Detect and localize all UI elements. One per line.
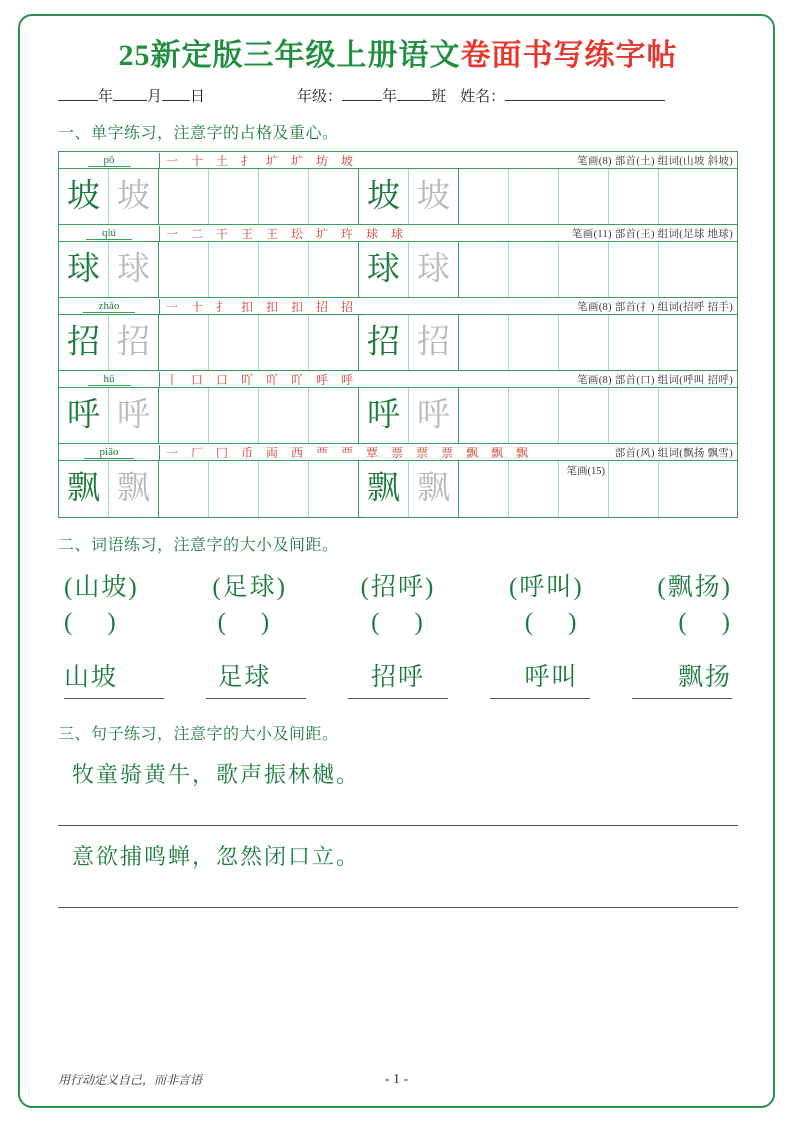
model-char: 飘 bbox=[367, 470, 400, 507]
day-label: 日 bbox=[190, 89, 206, 105]
trace-char: 坡 bbox=[117, 178, 150, 214]
grid-cell[interactable] bbox=[309, 388, 359, 443]
grid-cell[interactable] bbox=[409, 461, 459, 517]
stroke-order: 一 十 扌 扣 扣 扣 招 招 bbox=[166, 299, 359, 314]
name-field[interactable] bbox=[460, 85, 665, 106]
char-meta: 笔画(8) 部首(口) 组词(呼叫 招呼) bbox=[577, 374, 733, 386]
trace-char: 招 bbox=[417, 324, 450, 360]
grid-cell[interactable] bbox=[559, 315, 609, 370]
word-item bbox=[361, 567, 436, 603]
paren-close: ) bbox=[568, 609, 579, 636]
page-footer bbox=[58, 1071, 735, 1088]
word-text: 招呼 bbox=[370, 574, 425, 601]
grid-cell[interactable] bbox=[109, 242, 159, 297]
write-line[interactable] bbox=[632, 697, 732, 699]
grid-cell[interactable] bbox=[609, 388, 659, 443]
write-line[interactable] bbox=[64, 697, 164, 699]
year-label: 年 bbox=[98, 89, 114, 105]
pinyin-text: pō bbox=[88, 154, 131, 167]
year-blank[interactable] bbox=[58, 100, 98, 101]
trace-char: 球 bbox=[117, 251, 150, 287]
grid-cell[interactable] bbox=[59, 388, 109, 443]
section-two-heading: 二、词语练习，注意字的大小及间距。 bbox=[58, 537, 339, 554]
grid-cell[interactable] bbox=[159, 242, 209, 297]
grid-cell[interactable] bbox=[59, 461, 109, 517]
trace-char: 呼 bbox=[117, 397, 150, 433]
paren-close: ) bbox=[128, 574, 139, 601]
stroke-order: 一 二 干 王 王 玜 圹 玝 球 球 bbox=[166, 226, 409, 241]
grid-cell[interactable] bbox=[409, 315, 459, 370]
char-write-row bbox=[59, 169, 737, 225]
grid-cell[interactable] bbox=[109, 169, 159, 224]
word-repeat-row bbox=[58, 657, 738, 693]
char-meta: 笔画(8) 部首(扌) 组词(招呼 招手) bbox=[577, 301, 733, 313]
stroke-order: 一 厂 冂 币 両 西 覀 覀 覃 票 票 票 飘 飘 飘 bbox=[166, 445, 534, 460]
grid-cell[interactable] bbox=[409, 388, 459, 443]
paren-open: ( bbox=[217, 609, 228, 636]
grid-cell[interactable] bbox=[609, 242, 659, 297]
paren-close: ) bbox=[721, 574, 732, 601]
grid-cell[interactable] bbox=[209, 388, 259, 443]
word-blank-row[interactable] bbox=[58, 609, 738, 637]
class-blank[interactable] bbox=[397, 100, 431, 101]
grid-cell[interactable] bbox=[659, 242, 709, 297]
word-blank-item[interactable] bbox=[371, 609, 425, 637]
grade-label: 年级： bbox=[297, 89, 343, 105]
model-char: 招 bbox=[367, 324, 400, 360]
paren-close: ) bbox=[425, 574, 436, 601]
grid-cell[interactable] bbox=[659, 315, 709, 370]
grid-cell[interactable] bbox=[59, 315, 109, 370]
grid-cell[interactable] bbox=[259, 242, 309, 297]
word-write-lines bbox=[58, 697, 738, 699]
pinyin-text: hū bbox=[88, 373, 131, 386]
day-blank[interactable] bbox=[162, 100, 190, 101]
word-item: 招呼 bbox=[370, 664, 425, 691]
stroke-count-note: 笔画(15) bbox=[566, 466, 605, 477]
grid-cell[interactable] bbox=[159, 388, 209, 443]
char-row-header bbox=[59, 371, 737, 388]
grid-cell[interactable] bbox=[559, 388, 609, 443]
paren-open: ( bbox=[508, 574, 520, 601]
pinyin-cell bbox=[59, 226, 160, 241]
grid-cell[interactable] bbox=[259, 315, 309, 370]
word-item: 飘扬 bbox=[677, 664, 732, 691]
section-three-heading: 三、句子练习，注意字的大小及间距。 bbox=[58, 726, 339, 743]
model-char: 招 bbox=[67, 324, 100, 360]
model-char: 飘 bbox=[67, 470, 100, 507]
grid-cell[interactable] bbox=[409, 169, 459, 224]
word-model-row bbox=[58, 567, 738, 603]
word-item: 足球 bbox=[217, 664, 272, 691]
month-label: 月 bbox=[147, 89, 163, 105]
paren-open: ( bbox=[360, 574, 371, 601]
paren-close: ) bbox=[573, 574, 584, 601]
char-meta: 笔画(11) 部首(王) 组词(足球 地球) bbox=[571, 228, 733, 240]
sentence-text: 牧童骑黄牛，歌声振林樾。 bbox=[72, 762, 361, 787]
grid-cell[interactable] bbox=[259, 169, 309, 224]
word-item bbox=[212, 567, 287, 603]
word-blank-item[interactable] bbox=[64, 609, 118, 637]
sentence-write-line[interactable] bbox=[58, 873, 738, 908]
char-write-row bbox=[59, 461, 737, 517]
trace-char: 飘 bbox=[117, 470, 150, 507]
char-meta: 笔画(8) 部首(土) 组词(山坡 斜坡) bbox=[577, 155, 733, 167]
trace-char: 飘 bbox=[417, 470, 450, 507]
grid-cell[interactable] bbox=[209, 242, 259, 297]
grid-cell[interactable] bbox=[659, 461, 709, 517]
trace-char: 招 bbox=[117, 324, 150, 360]
footer-motto: 用行动定义自己，而非言语 bbox=[58, 1073, 203, 1087]
grid-cell[interactable] bbox=[159, 461, 209, 517]
word-blank-item[interactable] bbox=[525, 609, 579, 637]
grid-cell[interactable] bbox=[359, 388, 409, 443]
grid-cell[interactable] bbox=[459, 388, 509, 443]
grid-cell[interactable] bbox=[209, 461, 259, 517]
name-label: 姓名： bbox=[460, 89, 506, 105]
trace-char: 呼 bbox=[417, 397, 450, 433]
grid-cell[interactable] bbox=[609, 169, 659, 224]
grid-cell[interactable] bbox=[159, 315, 209, 370]
paren-open: ( bbox=[678, 609, 689, 636]
stroke-order: 丨 口 口 吖 吖 吖 呼 呼 bbox=[166, 372, 359, 387]
grid-cell[interactable] bbox=[509, 169, 559, 224]
pinyin-cell bbox=[59, 445, 160, 460]
grid-cell[interactable] bbox=[459, 315, 509, 370]
model-char: 呼 bbox=[67, 397, 100, 433]
char-row-header bbox=[59, 225, 737, 242]
grid-cell[interactable] bbox=[459, 242, 509, 297]
grid-cell[interactable] bbox=[359, 169, 409, 224]
page-number: - 1 - bbox=[384, 1072, 409, 1087]
paren-open: ( bbox=[371, 609, 382, 636]
model-char: 球 bbox=[67, 251, 100, 287]
paren-open: ( bbox=[64, 609, 75, 636]
word-item: 山坡 bbox=[64, 664, 119, 691]
paren-close: ) bbox=[107, 609, 118, 636]
grid-cell[interactable] bbox=[259, 461, 309, 517]
write-line[interactable] bbox=[490, 697, 590, 699]
page-title-main: 25新定版三年级上册语文 bbox=[118, 39, 461, 72]
paren-open: ( bbox=[64, 574, 75, 601]
sentence-block bbox=[58, 758, 738, 826]
grid-cell[interactable] bbox=[559, 242, 609, 297]
grid-cell[interactable] bbox=[59, 169, 109, 224]
pinyin-cell bbox=[59, 372, 160, 387]
grid-cell[interactable] bbox=[209, 169, 259, 224]
grid-cell[interactable] bbox=[109, 461, 159, 517]
month-blank[interactable] bbox=[113, 100, 147, 101]
name-blank[interactable] bbox=[505, 100, 665, 101]
word-text: 呼叫 bbox=[519, 574, 574, 601]
paren-close: ) bbox=[260, 609, 272, 636]
word-blank-item[interactable] bbox=[678, 609, 732, 637]
page-title bbox=[58, 30, 738, 74]
grid-cell[interactable] bbox=[159, 169, 209, 224]
word-item bbox=[657, 567, 732, 603]
grid-cell[interactable] bbox=[109, 315, 159, 370]
page-content bbox=[58, 30, 738, 908]
word-text: 飘扬 bbox=[667, 574, 722, 601]
trace-char: 坡 bbox=[417, 178, 450, 214]
grid-cell[interactable] bbox=[559, 169, 609, 224]
grid-cell[interactable] bbox=[309, 315, 359, 370]
paren-open: ( bbox=[212, 574, 223, 601]
grid-cell[interactable] bbox=[309, 461, 359, 517]
word-item: 呼叫 bbox=[524, 664, 579, 691]
paren-close: ) bbox=[414, 609, 425, 636]
grade-unit: 年 bbox=[382, 89, 398, 105]
grid-cell[interactable] bbox=[609, 315, 659, 370]
pinyin-cell bbox=[59, 153, 160, 168]
word-blank-item[interactable] bbox=[218, 609, 272, 637]
grid-cell[interactable] bbox=[59, 242, 109, 297]
date-field[interactable] bbox=[58, 85, 205, 106]
grid-cell[interactable] bbox=[359, 315, 409, 370]
model-char: 球 bbox=[367, 251, 400, 287]
char-write-row bbox=[59, 242, 737, 298]
word-text: 足球 bbox=[222, 574, 277, 601]
write-line[interactable] bbox=[348, 697, 448, 699]
grid-cell[interactable] bbox=[459, 461, 509, 517]
grid-cell[interactable] bbox=[509, 315, 559, 370]
grid-cell[interactable] bbox=[659, 388, 709, 443]
word-item bbox=[509, 567, 584, 603]
model-char: 坡 bbox=[67, 178, 100, 214]
grid-cell[interactable] bbox=[509, 388, 559, 443]
model-char: 坡 bbox=[367, 178, 400, 214]
model-char: 呼 bbox=[367, 397, 400, 433]
grid-cell[interactable] bbox=[609, 461, 659, 517]
sentence-write-line[interactable] bbox=[58, 791, 738, 826]
paren-open: ( bbox=[524, 609, 536, 636]
grid-cell[interactable] bbox=[309, 242, 359, 297]
grid-cell[interactable] bbox=[259, 388, 309, 443]
paren-close: ) bbox=[721, 609, 732, 636]
grid-cell[interactable] bbox=[559, 461, 609, 517]
grid-cell[interactable] bbox=[459, 169, 509, 224]
pinyin-text: piāo bbox=[84, 446, 135, 459]
grid-cell[interactable] bbox=[359, 242, 409, 297]
sentence-text: 意欲捕鸣蝉，忽然闭口立。 bbox=[72, 844, 361, 869]
section-one-heading: 一、单字练习，注意字的占格及重心。 bbox=[58, 125, 339, 142]
char-write-row bbox=[59, 388, 737, 444]
grid-cell[interactable] bbox=[209, 315, 259, 370]
grid-cell[interactable] bbox=[309, 169, 359, 224]
stroke-order: 一 十 土 扌 圹 圹 坊 坡 bbox=[166, 153, 359, 168]
page-title-highlight: 卷面书写练字帖 bbox=[460, 39, 678, 72]
pinyin-cell bbox=[59, 299, 160, 314]
word-item bbox=[64, 567, 139, 603]
grid-cell[interactable] bbox=[659, 169, 709, 224]
class-unit: 班 bbox=[431, 89, 447, 105]
grid-cell[interactable] bbox=[409, 242, 459, 297]
word-text: 山坡 bbox=[74, 574, 129, 601]
char-write-row bbox=[59, 315, 737, 371]
grade-blank[interactable] bbox=[342, 100, 382, 101]
grid-cell[interactable] bbox=[509, 461, 559, 517]
paren-open: ( bbox=[657, 574, 668, 601]
char-row-header bbox=[59, 298, 737, 315]
sentence-block bbox=[58, 840, 738, 908]
character-practice-grid bbox=[58, 151, 738, 518]
student-info-line bbox=[58, 84, 738, 106]
grid-cell[interactable] bbox=[509, 242, 559, 297]
grid-cell[interactable] bbox=[359, 461, 409, 517]
grid-cell[interactable] bbox=[109, 388, 159, 443]
paren-close: ) bbox=[276, 574, 287, 601]
pinyin-text: zhāo bbox=[83, 300, 136, 313]
pinyin-text: qiú bbox=[86, 227, 132, 240]
grade-field[interactable] bbox=[297, 85, 446, 106]
char-row-header bbox=[59, 152, 737, 169]
write-line[interactable] bbox=[206, 697, 306, 699]
trace-char: 球 bbox=[417, 251, 450, 287]
char-row-header bbox=[59, 444, 737, 461]
char-meta: 部首(风) 组词(飘扬 飘雪) bbox=[614, 447, 733, 459]
